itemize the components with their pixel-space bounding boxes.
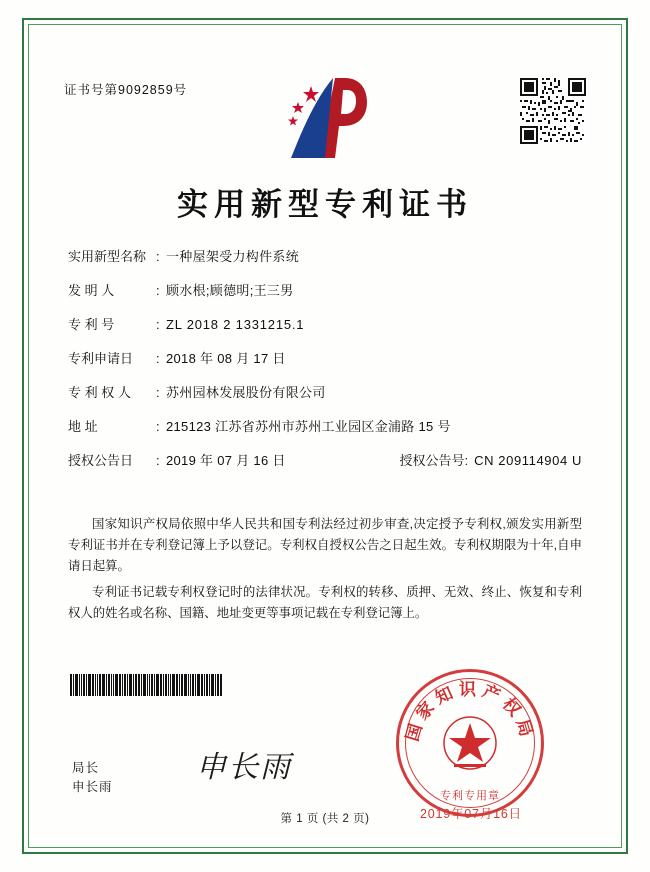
cnipa-logo-icon <box>273 72 383 164</box>
certificate-content <box>28 24 622 848</box>
signer-name: 申长雨 <box>72 780 113 794</box>
field-label: 发 明 人 <box>68 283 115 298</box>
field-value: 苏州园林发展股份有限公司 <box>166 385 326 400</box>
seal-bottom-text: 专利专用章 <box>440 790 500 802</box>
seal-date: 2019年07月16日 <box>420 807 522 821</box>
field-row-patent-number <box>68 314 582 348</box>
field-subvalue: CN 209114904 U <box>474 453 582 468</box>
field-row-name <box>68 246 582 280</box>
field-colon: : <box>156 385 160 400</box>
field-value: 顾水根;顾德明;王三男 <box>166 283 294 298</box>
field-value: ZL 2018 2 1331215.1 <box>166 317 305 332</box>
field-label: 专 利 号 <box>68 317 115 332</box>
field-colon: : <box>156 317 160 332</box>
field-row-application-date <box>68 348 582 382</box>
legal-paragraph-2: 专利证书记载专利权登记时的法律状况。专利权的转移、质押、无效、终止、恢复和专利权人的姓名或名称、国籍、地址变更等事项记载在专利登记簿上。 <box>68 585 582 620</box>
signer-block <box>72 759 113 797</box>
certificate-number: 证书号第9092859号 <box>64 83 188 97</box>
field-value: 2019 年 07 月 16 日 <box>166 453 286 468</box>
field-colon: : <box>156 453 160 468</box>
field-label: 授权公告日 <box>68 453 134 468</box>
qr-code-icon <box>520 78 586 144</box>
barcode <box>70 674 248 696</box>
field-list <box>68 246 582 484</box>
field-value: 一种屋架受力构件系统 <box>166 249 300 264</box>
field-label: 实用新型名称 <box>68 249 147 264</box>
handwritten-signature: 申长雨 <box>196 750 292 785</box>
field-value: 2018 年 08 月 17 日 <box>166 351 286 366</box>
field-row-address <box>68 416 582 450</box>
signer-title: 局长 <box>72 761 100 775</box>
page-title: 实用新型专利证书 <box>177 187 473 223</box>
svg-text:国家知识产权局: 国家知识产权局 <box>402 680 538 744</box>
field-label: 专 利 权 人 <box>68 385 131 400</box>
field-colon: : <box>156 419 160 434</box>
legal-text <box>68 514 582 629</box>
field-row-patentee <box>68 382 582 416</box>
field-colon: : <box>156 283 160 298</box>
field-row-grant-announcement <box>68 450 582 484</box>
field-colon: : <box>156 249 160 264</box>
official-seal <box>396 669 544 817</box>
field-label: 专利申请日 <box>68 351 134 366</box>
field-colon: : <box>156 351 160 366</box>
field-row-inventor <box>68 280 582 314</box>
legal-paragraph-1: 国家知识产权局依照中华人民共和国专利法经过初步审查,决定授予专利权,颁发实用新型专利证书并在专利登记簿上予以登记。专利权自授权公告之日起生效。专利权期限为十年,自申请日起算。 <box>68 517 582 573</box>
field-label: 地 址 <box>68 419 98 434</box>
page-footer: 第 1 页 (共 2 页) <box>280 813 370 825</box>
field-sublabel: 授权公告号: <box>399 453 469 468</box>
field-value: 215123 江苏省苏州市苏州工业园区金浦路 15 号 <box>166 419 451 434</box>
